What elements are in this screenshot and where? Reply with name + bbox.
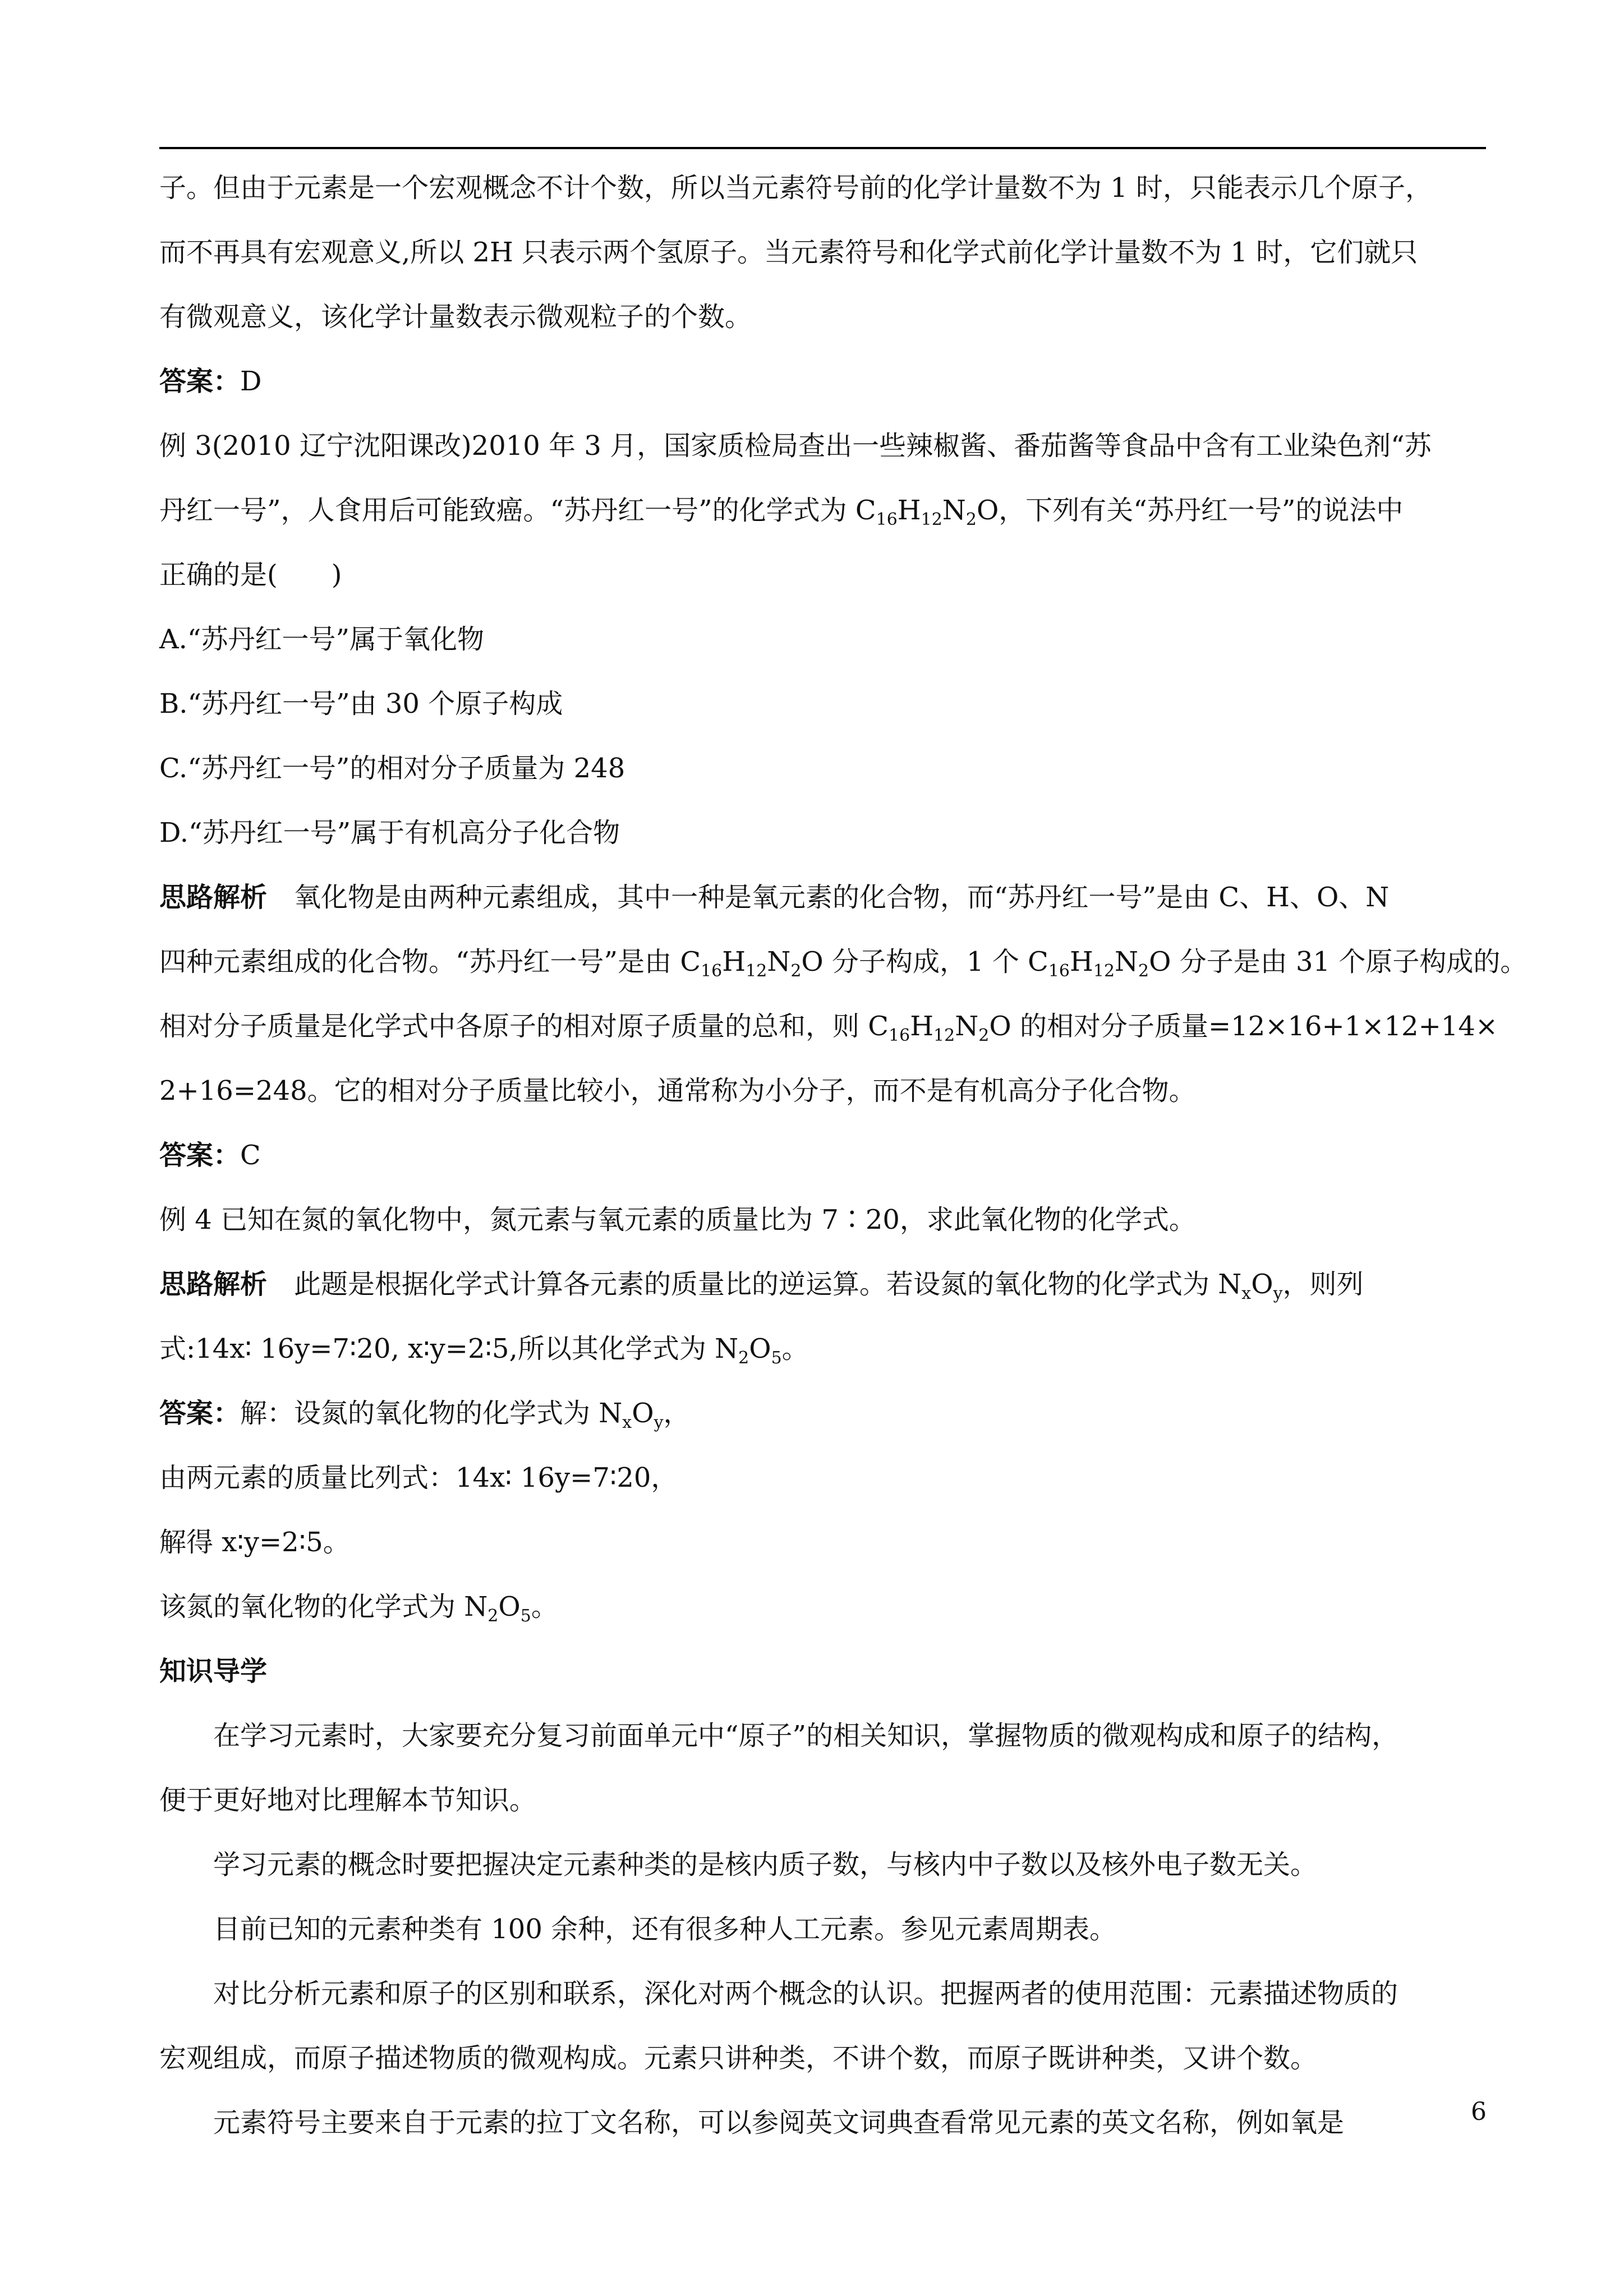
- paragraph-line: 有微观意义，该化学计量数表示微观粒子的个数。: [159, 301, 752, 333]
- solution-label: 思路解析: [159, 882, 268, 913]
- answer-line: [159, 1137, 1486, 1173]
- answer-line: [159, 363, 1486, 399]
- option-b: B.“苏丹红一号”由 30 个原子构成: [159, 688, 563, 720]
- answer-label: 答案：: [159, 366, 241, 397]
- solution-line: 四种元素组成的化合物。“苏丹红一号”是由 $C_{16}H_{12}N_2O$ 分子构成，1 个 $C_{16}H_{12}N_2O$ 分子是由 31 个原子构成的。: [159, 946, 1528, 981]
- answer-line: 答案：解：设氮的氧化物的化学式为 $N_xO_y$，: [159, 1398, 691, 1432]
- option-c: C.“苏丹红一号”的相对分子质量为 248: [159, 753, 625, 784]
- answer-line: 由两元素的质量比列式：14x∶ 16y=7∶20，: [159, 1462, 678, 1493]
- option-d: D.“苏丹红一号”属于有机高分子化合物: [159, 817, 620, 849]
- example-line: 例 4 已知在氮的氧化物中，氮元素与氧元素的质量比为 7∶20，求此氧化物的化学式。: [159, 1204, 1196, 1235]
- header-rule: [159, 147, 1486, 149]
- example-line: 正确的是( ): [159, 559, 342, 591]
- example-line: 丹红一号”，人食用后可能致癌。“苏丹红一号”的化学式为 $C_{16}H_{12}N_2O$，下列有关“苏丹红一号”的说法中: [159, 495, 1404, 529]
- paragraph-line: 便于更好地对比理解本节知识。: [159, 1785, 537, 1816]
- solution-line: 思路解析 此题是根据化学式计算各元素的质量比的逆运算。若设氮的氧化物的化学式为 $N_xO_y$，则列: [159, 1269, 1364, 1303]
- answer-line: 解得 x∶y=2∶5。: [159, 1527, 350, 1558]
- paragraph-line: 宏观组成，而原子描述物质的微观构成。元素只讲种类，不讲个数，而原子既讲种类，又讲个数。: [159, 2043, 1318, 2074]
- answer-value: C: [240, 1140, 261, 1171]
- page-number: 6: [1471, 2097, 1487, 2126]
- paragraph-line: 元素符号主要来自于元素的拉丁文名称，可以参阅英文词典查看常见元素的英文名称，例如氧是: [213, 2107, 1345, 2138]
- solution-label: 思路解析: [159, 1269, 268, 1300]
- paragraph-line: 对比分析元素和原子的区别和联系，深化对两个概念的认识。把握两者的使用范围：元素描述物质的: [213, 1978, 1398, 2009]
- answer-line: 该氮的氧化物的化学式为 $N_2O_5$。: [159, 1591, 558, 1626]
- paragraph-line: 而不再具有宏观意义,所以 2H 只表示两个氢原子。当元素符号和化学式前化学计量数不为 1 时，它们就只: [159, 237, 1418, 268]
- answer-value: D: [240, 366, 262, 397]
- section-heading: 知识导学: [159, 1656, 268, 1687]
- paragraph-line: 目前已知的元素种类有 100 余种，还有很多种人工元素。参见元素周期表。: [213, 1914, 1117, 1945]
- example-line: 例 3(2010 辽宁沈阳课改)2010 年 3 月，国家质检局查出一些辣椒酱、番茄酱等食品中含有工业染色剂“苏: [159, 430, 1432, 462]
- paragraph-line: 在学习元素时，大家要充分复习前面单元中“原子”的相关知识，掌握物质的微观构成和原子的结构，: [213, 1720, 1399, 1751]
- answer-label: 答案：: [159, 1140, 241, 1171]
- paragraph-line: 学习元素的概念时要把握决定元素种类的是核内质子数，与核内中子数以及核外电子数无关。: [213, 1849, 1318, 1880]
- solution-line: 2+16=248。它的相对分子质量比较小，通常称为小分子，而不是有机高分子化合物。: [159, 1075, 1196, 1106]
- solution-line: 思路解析 氧化物是由两种元素组成，其中一种是氧元素的化合物，而“苏丹红一号”是由 C、H、O、N: [159, 882, 1390, 913]
- paragraph-line: 子。但由于元素是一个宏观概念不计个数，所以当元素符号前的化学计量数不为 1 时，只能表示几个原子，: [159, 172, 1433, 204]
- solution-line: 式:14x∶ 16y=7∶20, x∶y=2∶5,所以其化学式为 $N_2O_5$。: [159, 1333, 809, 1368]
- answer-label: 答案：: [159, 1398, 241, 1429]
- solution-line: 相对分子质量是化学式中各原子的相对原子质量的总和，则 $C_{16}H_{12}N_2O$ 的相对分子质量=12×16+1×12+14×: [159, 1011, 1498, 1045]
- option-a: A.“苏丹红一号”属于氧化物: [159, 624, 485, 655]
